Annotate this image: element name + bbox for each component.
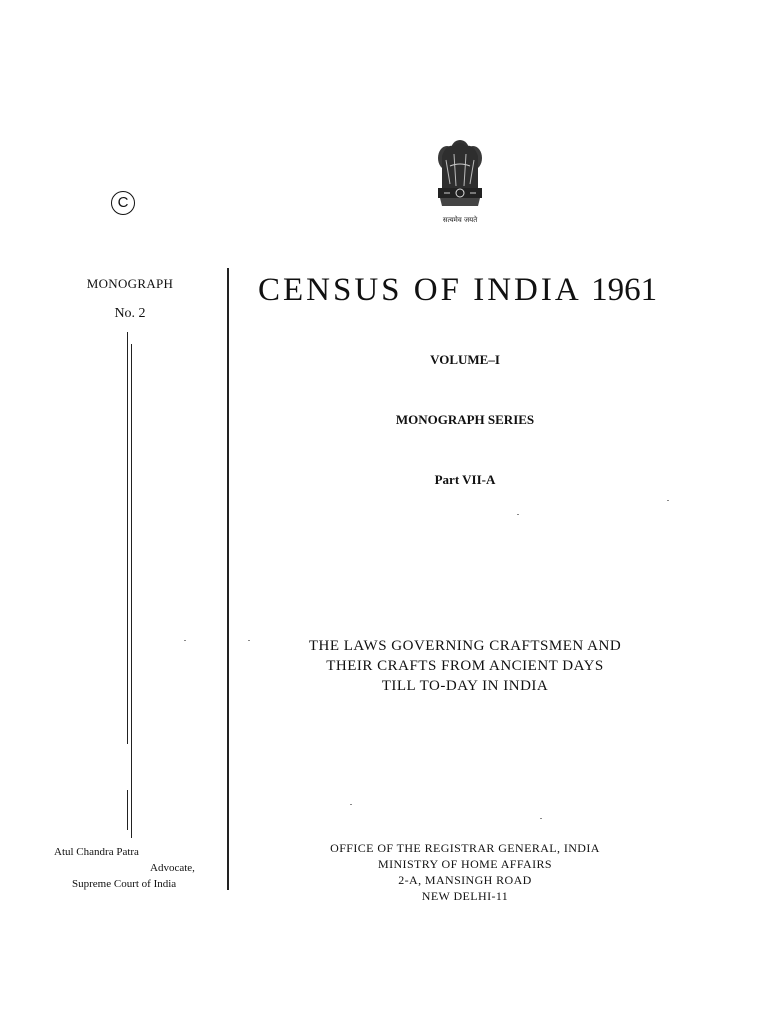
subject-title <box>240 636 690 696</box>
volume-label: VOLUME–I <box>430 352 500 367</box>
title-year: 1961 <box>591 272 658 308</box>
scan-speck <box>248 640 250 641</box>
series-label: MONOGRAPH SERIES <box>395 412 535 427</box>
scan-speck <box>540 818 542 819</box>
left-rule-b <box>131 344 132 838</box>
left-rule-a <box>127 332 128 744</box>
emblem-motto: सत्यमेव जयते <box>442 216 478 224</box>
author-court: Supreme Court of India <box>72 878 177 890</box>
main-divider <box>227 268 229 890</box>
scan-speck <box>350 804 352 805</box>
left-rule-c <box>127 790 128 830</box>
national-emblem-icon <box>432 136 488 228</box>
publisher-line: OFFICE OF THE REGISTRAR GENERAL, INDIA <box>330 841 600 855</box>
monograph-label: MONOGRAPH <box>86 276 174 291</box>
publisher-line: 2-A, MANSINGH ROAD <box>398 873 532 887</box>
subject-line: TILL TO-DAY IN INDIA <box>381 678 549 694</box>
scan-speck <box>184 640 186 641</box>
monograph-number: No. 2 <box>114 306 146 321</box>
subject-line: THE LAWS GOVERNING CRAFTSMEN AND <box>308 638 622 654</box>
scan-speck <box>667 500 669 501</box>
title-text: CENSUS OF INDIA <box>258 272 580 308</box>
publisher-block <box>240 840 690 904</box>
copyright-icon: C <box>111 191 135 215</box>
scan-speck <box>517 514 519 515</box>
publisher-line: MINISTRY OF HOME AFFAIRS <box>378 857 552 871</box>
publisher-line: NEW DELHI-11 <box>421 889 509 903</box>
author-block <box>54 844 224 892</box>
page-title <box>258 272 657 309</box>
part-label: Part VII-A <box>434 472 496 487</box>
author-role: Advocate, <box>150 862 195 874</box>
subject-line: THEIR CRAFTS FROM ANCIENT DAYS <box>326 658 604 674</box>
author-name: Atul Chandra Patra <box>54 846 139 858</box>
